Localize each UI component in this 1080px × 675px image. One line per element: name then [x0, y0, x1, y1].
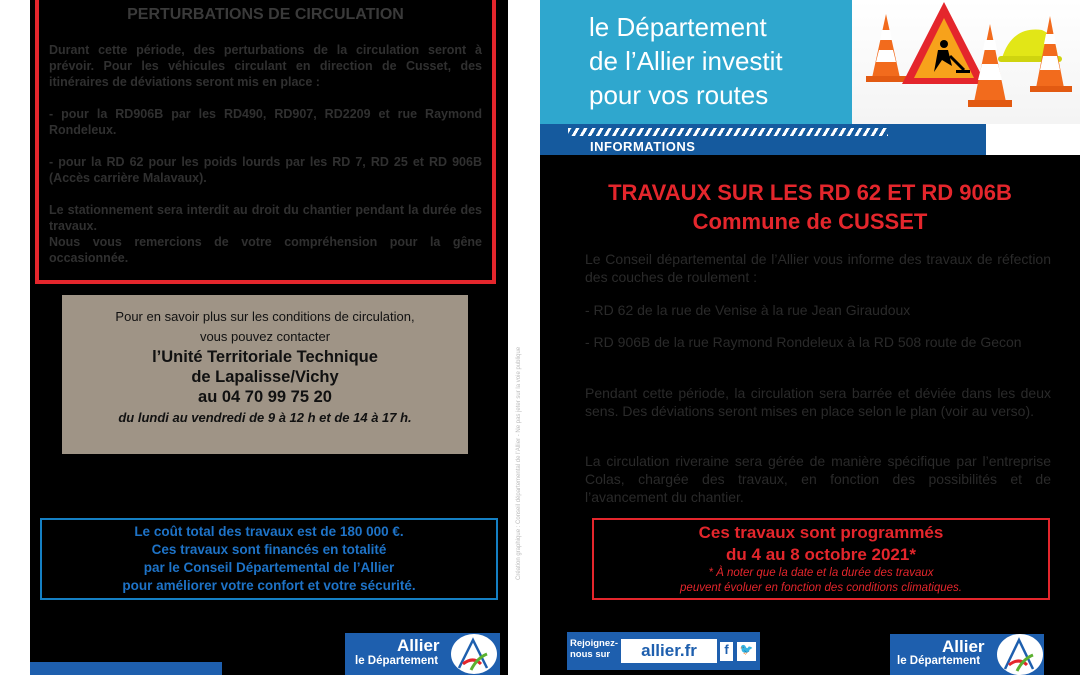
social-links-box [567, 632, 760, 670]
allier-logo-name: Allier [397, 636, 440, 655]
perturbations-intro: Durant cette période, des perturbations de la circulation seront à prévoir. Pour les véhicules circulant en direction de Cusset, des itinéraires de déviations seront mis en place : [49, 43, 482, 89]
contact-intro-2: vous pouvez contacter [199, 329, 331, 344]
banner-blue-area [540, 0, 852, 124]
twitter-bird-icon[interactable]: 🐦 [737, 642, 756, 661]
traffic-cones-illustration [852, 0, 1080, 124]
contact-unit: l’Unité Territoriale Technique [152, 348, 378, 366]
schedule-box [592, 518, 1050, 600]
schedule-dates: du 4 au 8 octobre 2021* [726, 545, 916, 564]
print-credit [514, 250, 526, 580]
schedule-note-1: * À noter que la date et la durée des travaux [708, 567, 934, 579]
allier-emblem-icon [451, 634, 497, 674]
decorative-stripes [568, 128, 888, 136]
deviation-rd62: - pour la RD 62 pour les poids lourds par les RD 7, RD 25 et RD 906B (Accès carrière Malavaux). [49, 155, 482, 185]
parking-notice: Le stationnement sera interdit au droit du chantier pendant la durée des travaux. [49, 203, 482, 233]
deviation-rd906b: - pour la RD906B par les RD490, RD907, RD2209 et rue Raymond Rondeleux. [49, 107, 482, 137]
cost-purpose: pour améliorer votre confort et votre sécurité. [122, 578, 416, 593]
cost-total: Le coût total des travaux est de 180 000 €. [134, 524, 404, 539]
left-page [30, 0, 508, 675]
allier-logo-badge-right [890, 634, 1044, 675]
contact-phone: au 04 70 99 75 20 [198, 388, 332, 406]
contact-intro: Pour en savoir plus sur les conditions de circulation, [115, 309, 415, 324]
traffic-detour-paragraph: Pendant cette période, la circulation sera barrée et déviée dans les deux sens. Des déviations seront mises en place selon le plan (voir au verso). [585, 385, 1051, 419]
informations-label: INFORMATIONS [590, 139, 696, 154]
works-item-rd906b: - RD 906B de la rue Raymond Rondeleux à la RD 508 route de Gecon [585, 334, 1022, 350]
schedule-heading: Ces travaux sont programmés [698, 523, 944, 542]
facebook-icon[interactable]: f [720, 642, 733, 661]
allier-logo-subtitle: le Département [355, 655, 439, 667]
website-link[interactable]: allier.fr [621, 639, 717, 663]
join-us-line-2: nous sur [570, 649, 611, 660]
cost-financing: Ces travaux sont financés en totalité [151, 542, 387, 557]
cost-box [40, 518, 498, 600]
contact-box [62, 295, 468, 454]
informations-bar [540, 124, 986, 155]
thanks-notice: Nous vous remercions de votre compréhension pour la gêne occasionnée. [49, 235, 482, 265]
perturbations-title: PERTURBATIONS DE CIRCULATION [127, 6, 404, 23]
works-item-rd62: - RD 62 de la rue de Venise à la rue Jean Giraudoux [585, 302, 911, 318]
allier-emblem-icon [997, 634, 1043, 675]
traffic-cone-icon [866, 14, 906, 82]
works-title: TRAVAUX SUR LES RD 62 ET RD 906B [608, 180, 1012, 205]
banner-line-1: le Département [589, 12, 767, 42]
allier-logo-name: Allier [942, 637, 985, 656]
right-page [540, 0, 1080, 675]
left-social-strip [30, 662, 222, 675]
join-us-line-1: Rejoignez- [570, 638, 619, 649]
contact-hours: du lundi au vendredi de 9 à 12 h et de 14 à 17 h. [118, 410, 412, 425]
print-credit-text: Création graphique : Conseil départemental de l’Allier - Ne pas jeter sur la voie publique [516, 346, 522, 580]
cost-funder: par le Conseil Départemental de l’Allier [143, 560, 395, 575]
join-us-label [570, 638, 618, 660]
allier-logo-badge [345, 633, 500, 675]
schedule-note-2: peuvent évoluer en fonction des conditions climatiques. [680, 582, 962, 594]
commune-title: Commune de CUSSET [692, 209, 928, 234]
header-banner [540, 0, 1080, 155]
banner-text [589, 10, 783, 112]
allier-logo-subtitle: le Département [897, 655, 981, 667]
banner-line-2: de l’Allier investit [589, 46, 783, 76]
local-traffic-paragraph: La circulation riveraine sera gérée de manière spécifique par l’entreprise Colas, chargée des travaux, en fonction des possibilités et de l’avancement du chantier. [585, 453, 1051, 505]
roadwork-sign-icon [902, 2, 986, 84]
contact-unit-location: de Lapalisse/Vichy [191, 368, 339, 386]
banner-line-3: pour vos routes [589, 80, 769, 110]
works-intro: Le Conseil départemental de l’Allier vous informe des travaux de réfection des couches de roulement : [585, 251, 1051, 285]
perturbations-box [35, 0, 496, 284]
